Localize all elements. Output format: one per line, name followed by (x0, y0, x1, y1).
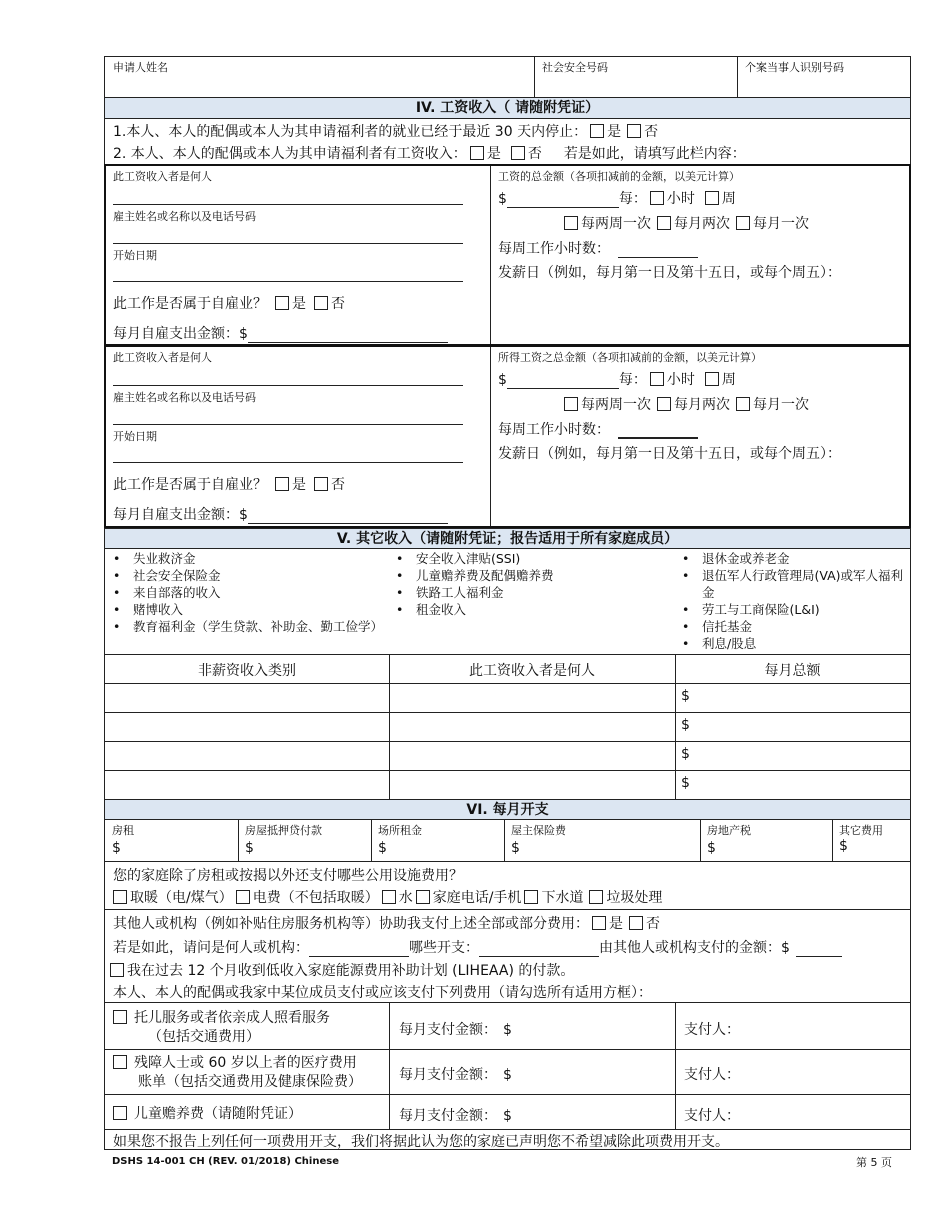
expense-property-tax-field[interactable]: $ (707, 840, 716, 856)
expense-mortgage-label: 房屋抵押贷付款 (245, 824, 322, 837)
wage-block-1 (104, 164, 911, 346)
table-row-amount[interactable]: $ (681, 746, 690, 762)
employer-line[interactable] (113, 424, 463, 425)
amount-field[interactable] (796, 942, 842, 957)
other-income-list-3 (682, 550, 904, 652)
section-5-title: V. 其它收入（请随附凭证；报告适用于所有家庭成员） (105, 528, 910, 549)
payer-field[interactable]: 支付人： (684, 1067, 740, 1083)
income-type-item: • 铁路工人福利金 (396, 584, 676, 601)
monthly-checkbox[interactable] (736, 397, 750, 411)
hours-row (498, 238, 698, 258)
monthly-pay-row (399, 1064, 512, 1084)
help-question (113, 913, 660, 933)
expense-property-tax-label: 房地产税 (707, 824, 751, 837)
employer-label: 雇主姓名或名称以及电话号码 (113, 391, 256, 404)
self-emp-yes-label: 是 (292, 296, 306, 312)
income-type-item: • 来自部落的收入 (113, 584, 393, 601)
monthly-pay-label: 每月支付金额： (399, 1022, 497, 1038)
earner-label: 此工资收入者是何人 (113, 170, 212, 183)
income-type-item: • 利息/股息 (682, 635, 904, 652)
week-label: 周 (721, 191, 736, 207)
twice-month-checkbox[interactable] (657, 216, 671, 230)
table-row-amount[interactable]: $ (681, 717, 690, 733)
table-row-amount[interactable]: $ (681, 775, 690, 791)
liheaa-label: 我在过去 12 个月收到低收入家庭能源费用补助计划 (LIHEAA) 的付款。 (127, 963, 575, 979)
hours-row (498, 419, 698, 439)
earner-line[interactable] (113, 385, 463, 386)
water-checkbox[interactable] (382, 890, 396, 904)
which-label: 哪些开支： (409, 940, 479, 956)
amount-label: 由其他人或机构支付的金额：$ (599, 940, 790, 956)
gross-label: 工资的总金额（各项扣减前的金额，以美元计算） (498, 170, 740, 183)
income-type-item: • 失业救济金 (113, 550, 393, 567)
liheaa-checkbox[interactable] (110, 963, 124, 977)
electric-checkbox[interactable] (236, 890, 250, 904)
pay-question: 本人、本人的配偶或我家中某位成员支付或应该支付下列费用（请勾选所有适用方框）： (113, 985, 652, 1001)
monthly-pay-field[interactable]: $ (503, 1022, 512, 1038)
who-field[interactable] (309, 942, 409, 957)
frequency-row (561, 394, 809, 414)
hour-label: 小时 (666, 191, 695, 207)
case-id-label: 个案当事人识别号码 (745, 61, 844, 74)
monthly-checkbox[interactable] (736, 216, 750, 230)
expense-row (105, 820, 910, 862)
hour-checkbox[interactable] (650, 191, 664, 205)
income-type-item: • 劳工与工商保险(L&I) (682, 601, 904, 618)
income-type-item: • 租金收入 (396, 601, 676, 618)
income-type-item: • 儿童赡养费及配偶赡养费 (396, 567, 676, 584)
start-date-line[interactable] (113, 462, 463, 463)
q2-yes-label: 是 (486, 146, 501, 162)
biweekly-label: 每两周一次 (581, 397, 651, 413)
q2-yes-checkbox[interactable] (470, 146, 484, 160)
cost-table (105, 1002, 910, 1129)
sewer-checkbox[interactable] (524, 890, 538, 904)
self-exp-field[interactable] (248, 329, 448, 343)
dollar-sign: $ (498, 372, 507, 388)
other-income-table (105, 654, 910, 799)
who-label: 若是如此，请问是何人或机构： (113, 940, 309, 956)
q1-label: 1.本人、本人的配偶或本人为其申请福利者的就业已经于最近 30 天内停止： (113, 124, 588, 140)
expense-rent-field[interactable]: $ (112, 840, 121, 856)
twice-month-checkbox[interactable] (657, 397, 671, 411)
cost-label-sub: （包括交通费用） (148, 1029, 260, 1045)
gross-field[interactable] (507, 374, 619, 389)
phone-label: 家庭电话/手机 (432, 890, 522, 906)
q1-text (113, 121, 658, 141)
page-number: 第 5 页 (856, 1156, 892, 1169)
self-emp-yes-checkbox[interactable] (275, 296, 289, 310)
expense-insurance-field[interactable]: $ (511, 840, 520, 856)
expense-other-label: 其它费用 (839, 824, 883, 837)
cost-label: 儿童赡养费（请随附凭证） (134, 1106, 302, 1122)
payer-field[interactable]: 支付人： (684, 1108, 740, 1124)
help-yes-label: 是 (609, 916, 623, 932)
dollar-sign: $ (498, 191, 507, 207)
self-emp-yes-checkbox[interactable] (275, 477, 289, 491)
garbage-checkbox[interactable] (589, 890, 603, 904)
self-expense (113, 504, 448, 524)
gross-row (498, 188, 736, 208)
col-header-monthly: 每月总额 (764, 663, 821, 679)
gross-field[interactable] (507, 193, 619, 208)
week-checkbox[interactable] (705, 372, 719, 386)
hours-field[interactable] (618, 424, 698, 439)
gross-label: 所得工资之总金额（各项扣减前的金额，以美元计算） (498, 351, 762, 364)
col-header-earner: 此工资收入者是何人 (469, 663, 595, 679)
expense-rent-label: 房租 (112, 824, 134, 837)
twice-month-label: 每月两次 (674, 216, 730, 232)
frequency-row (561, 213, 809, 233)
child-care-cost (110, 1009, 330, 1047)
expense-lot-rent-label: 场所租金 (378, 824, 422, 837)
payday-label: 发薪日（例如，每月第一日及第十五日，或每个周五）： (498, 446, 841, 462)
employer-line[interactable] (113, 243, 463, 244)
section-4-title: IV. 工资收入（ 请随附凭证） (105, 97, 910, 119)
self-emp-label: 此工作是否属于自雇业？ (113, 296, 267, 312)
self-exp-field[interactable] (248, 510, 448, 524)
form-page (104, 56, 911, 1150)
monthly-pay-row (399, 1019, 512, 1039)
q2-no-checkbox[interactable] (511, 146, 525, 160)
income-type-item: • 社会安全保险金 (113, 567, 393, 584)
income-type-item: • 安全收入津贴(SSI) (396, 550, 676, 567)
payer-field[interactable]: 支付人： (684, 1022, 740, 1038)
self-emp-no-label: 否 (331, 477, 345, 493)
q2-text (113, 143, 746, 163)
q2-no-label: 否 (527, 146, 542, 162)
phone-checkbox[interactable] (416, 890, 430, 904)
cost-label: 托儿服务或者依亲成人照看服务 (134, 1010, 330, 1026)
self-exp-label: 每月自雇支出金额：$ (113, 326, 248, 342)
other-income-list-1 (113, 550, 393, 635)
monthly-label: 每月一次 (753, 216, 809, 232)
q1-no-checkbox[interactable] (627, 124, 641, 138)
medical-cost (110, 1054, 362, 1092)
self-emp-no-checkbox[interactable] (314, 477, 328, 491)
biweekly-label: 每两周一次 (581, 216, 651, 232)
section-6-title: VI. 每月开支 (105, 799, 910, 820)
biweekly-checkbox[interactable] (564, 397, 578, 411)
col-header-type: 非薪资收入类别 (198, 663, 296, 679)
week-checkbox[interactable] (705, 191, 719, 205)
other-income-list-2 (396, 550, 676, 618)
twice-month-label: 每月两次 (674, 397, 730, 413)
q2-if-so: 若是如此，请填写此栏内容： (563, 146, 746, 162)
utilities-question: 您的家庭除了房租或按揭以外还支付哪些公用设施费用？ (113, 868, 463, 884)
heat-label: 取暖（电/煤气） (130, 890, 233, 906)
hour-checkbox[interactable] (650, 372, 664, 386)
q1-yes-label: 是 (607, 124, 622, 140)
self-emp-no-checkbox[interactable] (314, 296, 328, 310)
cost-label-sub: 账单（包括交通费用及健康保险费） (138, 1074, 362, 1090)
earner-line[interactable] (113, 204, 463, 205)
start-date-label: 开始日期 (113, 430, 157, 443)
child-support-checkbox[interactable] (113, 1106, 127, 1120)
monthly-label: 每月一次 (753, 397, 809, 413)
applicant-header (105, 57, 910, 97)
wage-block-2 (104, 345, 911, 528)
applicant-name-label: 申请人姓名 (113, 61, 168, 74)
ssn-label: 社会安全号码 (542, 61, 608, 74)
expense-lot-rent-field[interactable]: $ (378, 840, 387, 856)
earner-label: 此工资收入者是何人 (113, 351, 212, 364)
income-type-item: • 退休金或养老金 (682, 550, 904, 567)
biweekly-checkbox[interactable] (564, 216, 578, 230)
help-yes-checkbox[interactable] (592, 916, 606, 930)
electric-label: 电费（不包括取暖） (252, 890, 379, 906)
table-row-amount[interactable]: $ (681, 688, 690, 704)
help-no-checkbox[interactable] (629, 916, 643, 930)
expense-mortgage-field[interactable]: $ (245, 840, 254, 856)
self-emp-yes-label: 是 (292, 477, 306, 493)
heat-checkbox[interactable] (113, 890, 127, 904)
employer-label: 雇主姓名或名称以及电话号码 (113, 210, 256, 223)
q1-yes-checkbox[interactable] (590, 124, 604, 138)
monthly-pay-row (399, 1105, 512, 1125)
cost-label: 残障人士或 60 岁以上者的医疗费用 (134, 1055, 357, 1071)
garbage-label: 垃圾处理 (606, 890, 663, 906)
per-label: 每： (618, 372, 647, 388)
monthly-pay-field[interactable]: $ (503, 1108, 512, 1124)
start-date-line[interactable] (113, 281, 463, 282)
self-emp-no-label: 否 (331, 296, 345, 312)
child-support-cost (110, 1103, 302, 1123)
income-type-item: • 赌博收入 (113, 601, 393, 618)
self-emp-label: 此工作是否属于自雇业？ (113, 477, 267, 493)
income-type-item: • 教育福利金（学生贷款、补助金、勤工俭学） (113, 618, 393, 635)
expense-insurance-label: 屋主保险费 (511, 824, 566, 837)
q1-no-label: 否 (644, 124, 659, 140)
help-details (113, 937, 842, 957)
self-employed-question (113, 293, 345, 313)
self-exp-label: 每月自雇支出金额：$ (113, 507, 248, 523)
start-date-label: 开始日期 (113, 249, 157, 262)
monthly-pay-label: 每月支付金额： (399, 1108, 497, 1124)
expense-note: 如果您不报告上列任何一项费用开支，我们将据此认为您的家庭已声明您不希望减除此项费用开支。 (113, 1134, 729, 1150)
hour-label: 小时 (666, 372, 695, 388)
gross-row (498, 369, 736, 389)
sewer-label: 下水道 (541, 890, 584, 906)
help-no-label: 否 (646, 916, 660, 932)
form-id: DSHS 14-001 CH (REV. 01/2018) Chinese (112, 1156, 339, 1167)
self-expense (113, 323, 448, 343)
monthly-pay-label: 每月支付金额： (399, 1067, 497, 1083)
which-field[interactable] (479, 942, 599, 957)
per-label: 每： (618, 191, 647, 207)
income-type-item: • 信托基金 (682, 618, 904, 635)
liheaa-row (110, 960, 574, 980)
child-care-checkbox[interactable] (113, 1010, 127, 1024)
payday-label: 发薪日（例如，每月第一日及第十五日，或每个周五）： (498, 265, 841, 281)
week-label: 周 (721, 372, 736, 388)
hours-field[interactable] (618, 243, 698, 258)
expense-other-field[interactable]: $ (839, 838, 848, 854)
water-label: 水 (398, 890, 413, 906)
hours-label: 每周工作小时数： (498, 422, 610, 438)
hours-label: 每周工作小时数： (498, 241, 610, 257)
help-label: 其他人或机构（例如补贴住房服务机构等）协助我支付上述全部或部分费用： (113, 916, 589, 932)
income-type-item: • 退伍军人行政管理局(VA)或军人福利金 (682, 567, 904, 601)
self-employed-question (113, 474, 345, 494)
utilities-options (110, 887, 662, 907)
q2-label: 2. 本人、本人的配偶或本人为其申请福利者有工资收入： (113, 146, 467, 162)
medical-checkbox[interactable] (113, 1055, 127, 1069)
monthly-pay-field[interactable]: $ (503, 1067, 512, 1083)
